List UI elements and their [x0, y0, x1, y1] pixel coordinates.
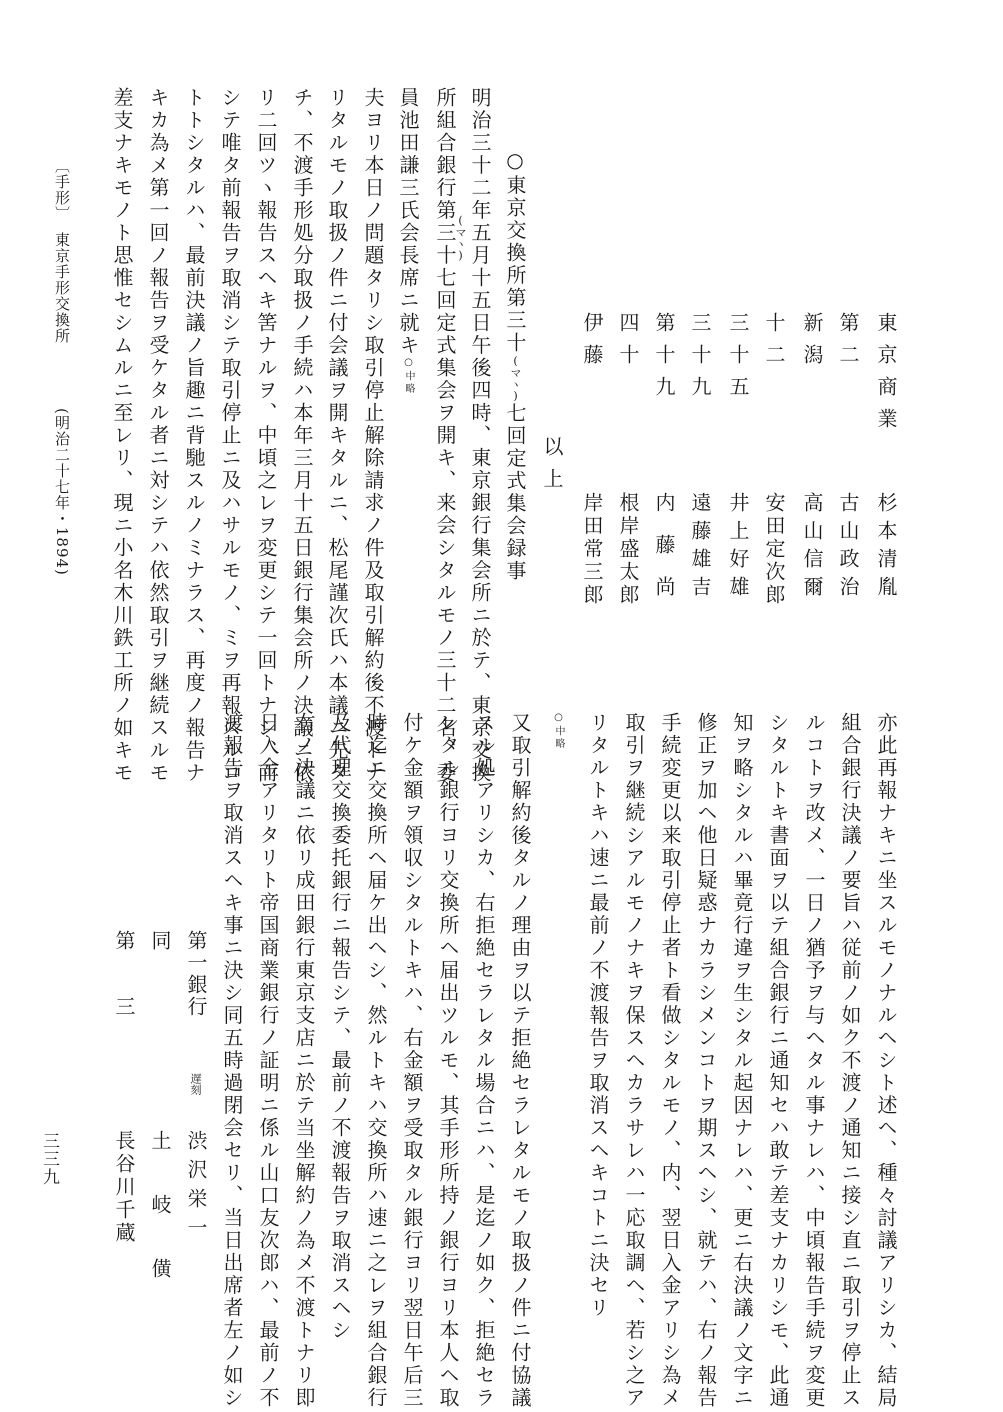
top-list-org-1: 東京商業: [874, 312, 898, 440]
attendee-name-1: 渋沢栄一: [184, 1130, 208, 1246]
attendee-org-1: 第一銀行: [184, 930, 208, 1018]
attendee-name-2: 土岐僙: [148, 1130, 172, 1322]
body-bottom-left-line-1: 又取引解約後タルノ理由ヲ以テ拒絶セラレタルモノ取扱ノ件ニ付協議: [508, 712, 532, 1410]
top-list-org-5: 三十五: [726, 312, 750, 408]
ma-annotation: (マヽ): [454, 214, 467, 262]
top-list-name-5: 井上好雄: [726, 492, 750, 604]
page-number: 三三九: [39, 1132, 59, 1186]
body-top-line-3: [398, 87, 418, 396]
body-top-line-6: チ、不渡手形処分取扱ノ手続ハ本年三月十五日銀行集会所ノ決議ニ依: [290, 87, 314, 785]
top-list-name-4: 安田定次郎: [762, 492, 786, 607]
body-bottom-left-line-6: 及代理交換委托銀行ニ報告シテ、最前ノ不渡報告ヲ取消スヘシ: [328, 712, 352, 1342]
top-list-name-9: 岸田常三郎: [580, 492, 604, 607]
body-top-line-4: 夫ヨリ本日ノ問題タリシ取引停止解除請求ノ件及取引解約後不渡トナ: [361, 87, 385, 785]
body-bottom-left-line-4: 付ケ金額ヲ領収シタルトキハ、右金額ヲ受取タル銀行ヨリ翌日午后三: [400, 712, 424, 1410]
chuuryaku-note-1: ○中略: [403, 357, 414, 396]
body-bottom-right-line-6: 修正ヲ加ヘ他日疑惑ナカラシメンコトヲ期スヘシ、就テハ、右ノ報告: [694, 712, 718, 1410]
body-top-line-9: トトシタルハ、最前決議ノ旨趣ニ背馳スルノミナラス、再度ノ報告ナ: [182, 87, 206, 785]
section-title: [505, 148, 525, 583]
top-list-org-3: 新潟: [800, 312, 824, 376]
attendee-late-note: 遅刻: [189, 1073, 202, 1095]
top-list-name-6: 遠藤雄吉: [688, 492, 712, 604]
top-list-name-3: 高山信爾: [800, 492, 824, 604]
top-list-name-8: 根岸盛太郎: [616, 492, 640, 607]
section-title-part-2: 七回定式集会録事: [503, 402, 527, 583]
top-list-org-7: 第十九: [652, 312, 676, 408]
footer-year: (明治二十七年・1894): [53, 408, 71, 576]
body-top-line-11: 差支ナキモノト思惟セシムルニ至レリ、現ニ小名木川鉄工所ノ如キモ: [110, 87, 134, 785]
body-bottom-right-line-8: 取引ヲ継続シアルモノナキヲ保スヘカラサレハ一応取調ヘ、若シ之ア: [622, 712, 646, 1410]
body-top-line-8: シテ唯タ前報告ヲ取消シテ取引停止ニ及ハサルモノ、ミヲ再報スルコ: [218, 87, 242, 785]
ijo-mark: 以上: [540, 436, 564, 500]
attendee-org-3: 第三: [112, 930, 136, 1062]
body-bottom-right-line-2: 組合銀行決議ノ要旨ハ従前ノ如ク不渡ノ通知ニ接シ直ニ取引ヲ停止ス: [838, 712, 862, 1410]
top-list-org-8: 四十: [616, 312, 640, 376]
body-bottom-right-line-7: 手続変更以来取引停止者ト看做シタルモノ、内、翌日入金アリシ為メ: [658, 712, 682, 1410]
body-bottom-right-line-1: 亦此再報ナキニ坐スルモノナルヘシト述ヘ、種々討議アリシカ、結局: [874, 712, 898, 1410]
top-list-org-4: 十二: [762, 312, 786, 376]
body-bottom-left-line-5: 時迄ニ交換所ヘ届ケ出ヘシ、然ルトキハ交換所ハ速ニ之レヲ組合銀行: [364, 712, 388, 1410]
body-bottom-right-line-3: ルコトヲ改メ、一日ノ猶予ヲ与ヘタル事ナレハ、中頃報告手続ヲ変更: [802, 712, 826, 1410]
body-bottom-left-line-9: 渡報告ヲ取消スヘキ事ニ決シ同五時過閉会セリ、当日出席者左ノ如シ: [220, 712, 244, 1410]
body-top-line-10: キカ為メ第一回ノ報告ヲ受ケタル者ニ対シテハ依然取引ヲ継続スルモ: [146, 87, 170, 785]
body-bottom-right-line-5: 知ヲ略シタルハ畢竟行違ヲ生シタル起因ナレハ、更ニ右決議ノ文字ニ: [730, 712, 754, 1410]
body-bottom-left-line-2: スル処アリシカ、右拒絶セラレタル場合ニハ、是迄ノ如ク、拒絶セラ: [472, 712, 496, 1410]
top-list-name-7: 内藤尚: [652, 492, 676, 618]
body-bottom-left-line-3: レタル銀行ヨリ交換所ヘ届出ツルモ、其手形所持ノ銀行ヨリ本人ヘ取: [436, 712, 460, 1410]
top-list-name-1: 杉本清胤: [874, 492, 898, 604]
body-top-line-1: 明治三十二年五月十五日午後四時、東京銀行集会所ニ於テ、東京交換: [468, 87, 492, 785]
footer-category-tag: 〔手形〕: [53, 158, 71, 222]
top-list-org-2: 第二: [836, 312, 860, 376]
section-title-part-1: ○東京交換所第三十: [503, 148, 527, 355]
top-list-name-2: 古山政治: [836, 492, 860, 604]
body-bottom-left-line-8: 日入金アリタリト帝国商業銀行ノ証明ニ係ル山口友次郎ハ、最前ノ不: [256, 712, 280, 1410]
body-top-line-3-text: 員池田謙三氏会長席ニ就キ: [396, 87, 420, 357]
attendee-org-2: 同: [148, 930, 172, 953]
footer-org-name: 東京手形交換所: [53, 232, 71, 344]
body-top-line-7: リ二回ツヽ報告スヘキ筈ナルヲ、中頃之レヲ変更シテ一回トナシ、而: [254, 87, 278, 785]
body-bottom-right-line-4: シタルトキ書面ヲ以テ組合銀行ニ通知セハ敢テ差支ナカリシモ、此通: [766, 712, 790, 1410]
top-list-org-6: 三十九: [688, 312, 712, 408]
top-list-org-9: 伊藤: [580, 312, 604, 376]
section-title-ma-note: (マヽ): [509, 354, 522, 403]
body-top-line-5: リタルモノ取扱ノ件ニ付会議ヲ開キタルニ、松尾謹次氏ハ本議ニ先タ: [325, 87, 349, 785]
chuuryaku-note-2: ○中略: [553, 712, 564, 751]
attendee-name-3: 長谷川千蔵: [112, 1130, 136, 1245]
body-bottom-right-line-9: リタルトキハ速ニ最前ノ不渡報告ヲ取消スヘキコトニ決セリ: [586, 712, 610, 1320]
body-top-line-2: 所組合銀行第三十七回定式集会ヲ開キ、来会シタルモノ三十二名、委: [433, 87, 457, 785]
body-bottom-left-line-7: 右ノ決議ニ依リ成田銀行東京支店ニ於テ当坐解約ノ為メ不渡トナリ即: [292, 712, 316, 1410]
